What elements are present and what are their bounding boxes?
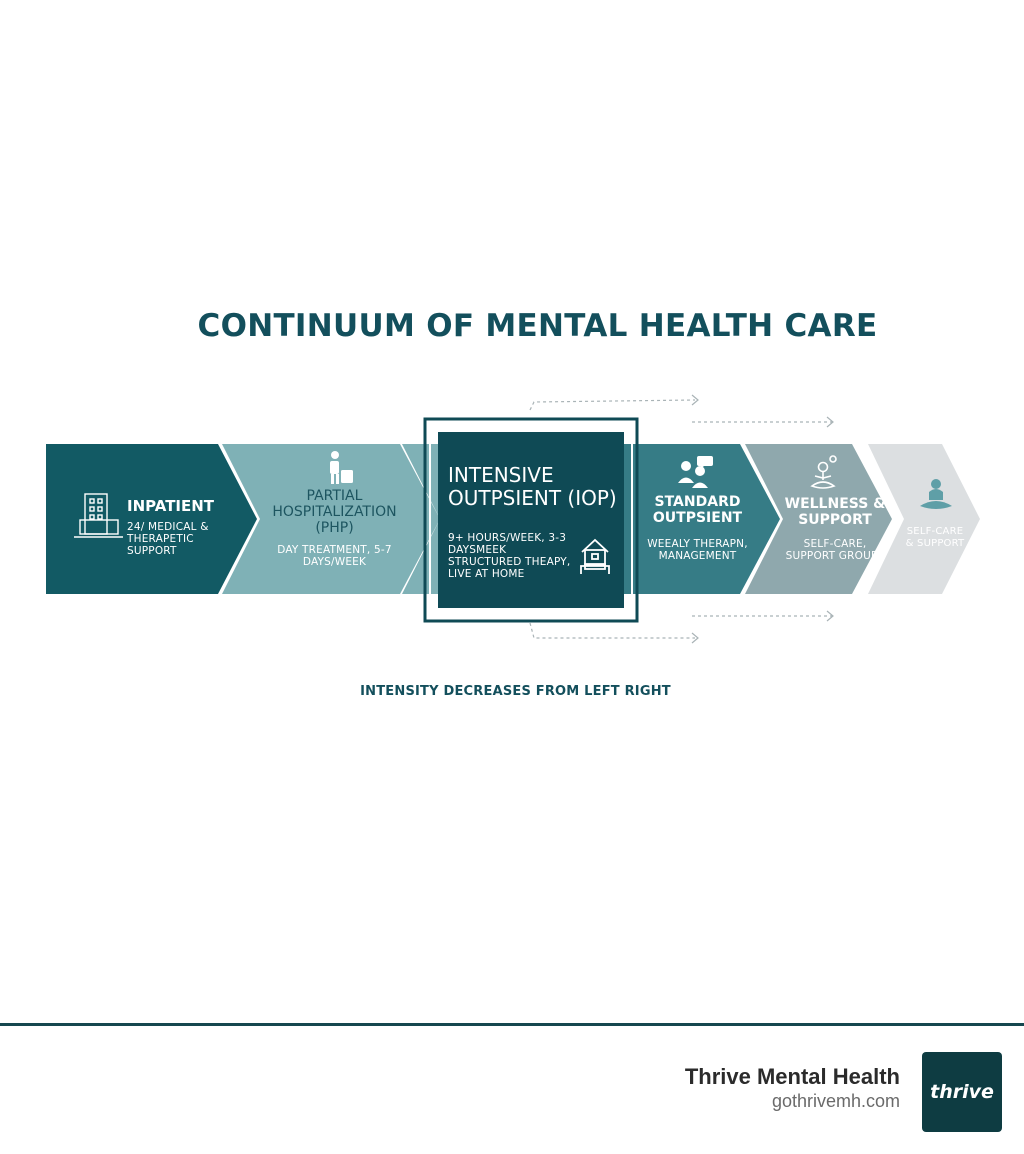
stage-desc: SELF-CARE, SUPPORT GROUPS (785, 538, 885, 563)
stage-standard-outpatient (640, 494, 755, 562)
brand-url[interactable]: gothrivemh.com (771, 1091, 900, 1111)
stage-desc: 24/ MEDICAL & THERAPETIC SUPPORT (127, 521, 209, 558)
stage-name: STANDARD OUTPSIENT (652, 494, 743, 527)
stage-name: WELLNESS & SUPPORT (784, 496, 886, 529)
diagram-title: CONTINUUM OF MENTAL HEALTH CARE (197, 308, 878, 344)
care-continuum-flow (0, 380, 1024, 650)
stage-self-care (904, 526, 966, 549)
stage-desc: WEEALY THERAPN, MANAGEMENT (647, 538, 748, 563)
stage-name: PARTIAL HOSPITALIZATION (PHP) (272, 488, 397, 537)
stage-iop (448, 464, 620, 580)
stage-php (262, 488, 407, 568)
stage-inpatient (127, 498, 237, 557)
brand-name: Thrive Mental Health (684, 1064, 900, 1089)
guide-arrow-top-1 (530, 400, 695, 410)
brand-logo: thrive (922, 1052, 1002, 1132)
stage-desc: 9+ HOURS/WEEK, 3-3 DAYSMEEK STRUCTURED THEAPY, LIVE AT HOME (448, 532, 571, 581)
guide-arrow-bottom-2 (530, 623, 695, 638)
stage-name: INPATIENT (127, 497, 215, 515)
stage-desc: DAY TREATMENT, 5-7 DAYS/WEEK (277, 544, 392, 569)
stage-name: INTENSIVE OUTPSIENT (IOP) (448, 463, 617, 510)
intensity-note: INTENSITY DECREASES FROM LEFT RIGHT (360, 684, 671, 699)
stage-name: SELF-CARE & SUPPORT (905, 526, 965, 549)
stage-wellness (780, 496, 890, 562)
footer-divider (0, 1023, 1024, 1026)
